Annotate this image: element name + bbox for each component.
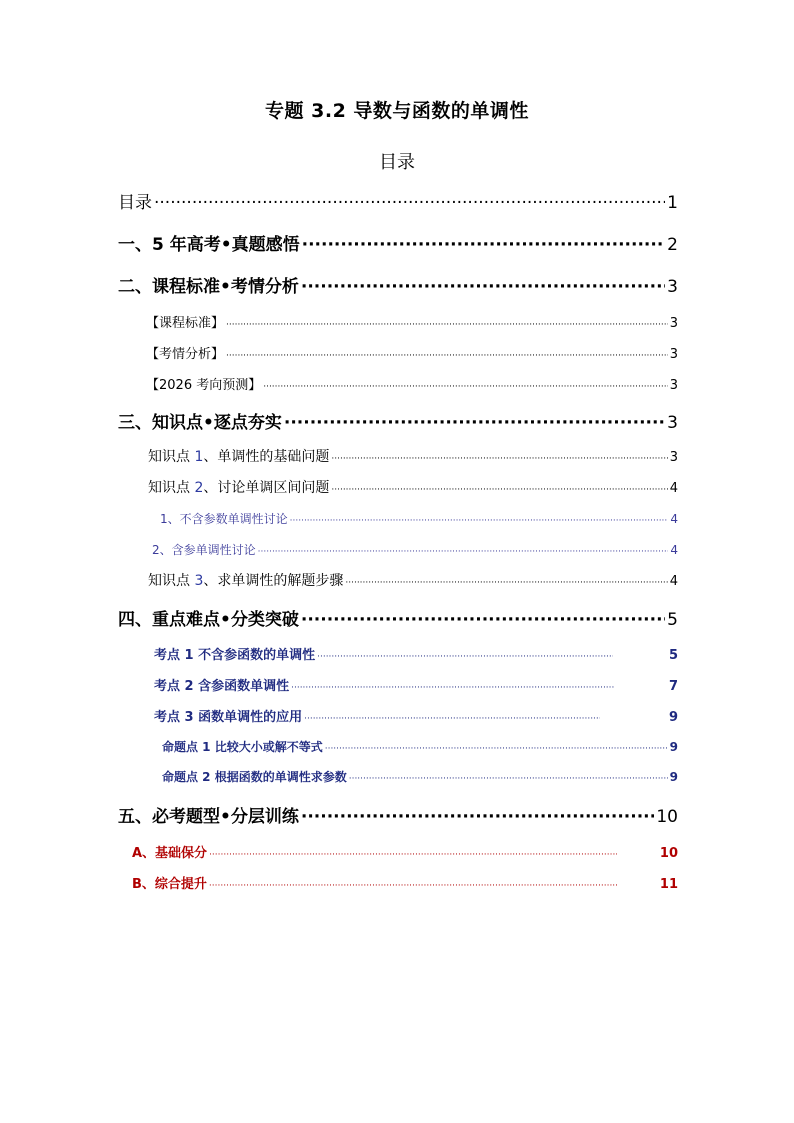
toc-entry-mulu[interactable]: [118, 188, 678, 213]
knowledge-number: 3: [194, 573, 204, 589]
toc-entry-label: 考点 2 含参函数单调性: [154, 679, 290, 694]
toc-heading: 目录: [379, 152, 415, 173]
toc-entry-knowledge-3[interactable]: [148, 570, 678, 590]
toc-page-number: 1: [667, 193, 678, 213]
dot-leader: [301, 807, 654, 827]
toc-entry-section-2[interactable]: [118, 272, 678, 297]
knowledge-prefix: 知识点: [148, 480, 195, 496]
toc-page-number: 10: [656, 807, 678, 827]
toc-entry-label: 考点 1 不含参函数的单调性: [154, 648, 316, 663]
toc-page-number: 3: [669, 450, 678, 465]
toc-entry-section-4[interactable]: [118, 605, 678, 630]
toc-entry-label: [148, 570, 343, 590]
dot-leader: [258, 543, 669, 557]
toc-page-number: 4: [670, 543, 678, 557]
toc-page-number: 5: [668, 648, 678, 663]
toc-entry-label: 1、不含参数单调性讨论: [160, 512, 288, 526]
toc-entry-label: 考点 3 函数单调性的应用: [154, 710, 303, 725]
toc-entry-knowledge-1[interactable]: [148, 446, 678, 466]
toc-entry-label: A、基础保分: [132, 846, 208, 861]
toc-page-number: 9: [669, 770, 678, 784]
knowledge-prefix: 知识点: [148, 449, 195, 465]
toc-entry-proposition-2[interactable]: [162, 768, 678, 785]
dot-leader: [302, 235, 666, 255]
toc-entry-label: 【考情分析】: [146, 347, 225, 362]
toc-entry-topic-2[interactable]: [154, 675, 678, 694]
toc-page-number: 3: [667, 277, 678, 297]
toc-entry-label: 三、知识点•逐点夯实: [118, 413, 282, 433]
knowledge-number: 1: [194, 449, 204, 465]
knowledge-title: 、求单调性的解题步骤: [203, 573, 344, 589]
dot-leader: [317, 648, 613, 663]
toc-page-number: 10: [659, 846, 678, 861]
knowledge-prefix: 知识点: [148, 573, 195, 589]
toc-page-number: 9: [669, 740, 678, 754]
toc-page-number: 2: [667, 235, 678, 255]
toc-page-number: 4: [669, 481, 678, 496]
toc-page-number: 5: [667, 610, 678, 630]
toc-entry-2026-forecast[interactable]: [146, 374, 678, 393]
toc-page-number: 7: [668, 679, 678, 694]
dot-leader: [301, 610, 665, 630]
toc-entry-knowledge-2-1[interactable]: [160, 510, 678, 527]
toc-page-number: 3: [667, 413, 678, 433]
toc-entry-proposition-1[interactable]: [162, 738, 678, 755]
toc-entry-section-5[interactable]: [118, 802, 678, 827]
knowledge-number: 2: [194, 480, 204, 496]
toc-entry-advanced[interactable]: [132, 873, 678, 892]
toc-entry-label: 【2026 考向预测】: [146, 378, 262, 393]
toc-entry-section-1[interactable]: [118, 230, 678, 255]
toc-page-number: 3: [669, 378, 678, 393]
toc-entry-label: 目录: [118, 193, 152, 213]
knowledge-title: 、单调性的基础问题: [203, 449, 330, 465]
dot-leader: [304, 710, 600, 725]
toc-entry-exam-analysis[interactable]: [146, 343, 678, 362]
dot-leader: [284, 413, 665, 433]
toc-entry-knowledge-2[interactable]: [148, 477, 678, 497]
dot-leader: [325, 740, 668, 754]
toc-entry-label: [148, 477, 329, 497]
page-title: 专题 3.2 导数与函数的单调性: [265, 100, 529, 122]
toc-entry-section-3[interactable]: [118, 408, 678, 433]
dot-leader: [209, 846, 617, 861]
toc-entry-label: 四、重点难点•分类突破: [118, 610, 299, 630]
dot-leader: [331, 449, 667, 465]
toc-entry-label: 二、课程标准•考情分析: [118, 277, 299, 297]
dot-leader: [263, 378, 668, 393]
dot-leader: [290, 512, 669, 526]
toc-page-number: 3: [669, 316, 678, 331]
dot-leader: [301, 277, 665, 297]
dot-leader: [154, 193, 665, 213]
toc-entry-label: 2、含参单调性讨论: [152, 543, 256, 557]
toc-entry-knowledge-2-2[interactable]: [152, 541, 678, 558]
toc-entry-label: B、综合提升: [132, 877, 207, 892]
toc-entry-label: [148, 446, 329, 466]
toc-page-number: 4: [670, 512, 678, 526]
dot-leader: [349, 770, 668, 784]
dot-leader: [291, 679, 615, 694]
toc-entry-curriculum[interactable]: [146, 312, 678, 331]
knowledge-title: 、讨论单调区间问题: [203, 480, 330, 496]
toc-page-number: 4: [669, 574, 678, 589]
toc-page-number: 9: [668, 710, 678, 725]
toc-entry-basic[interactable]: [132, 842, 678, 861]
toc-entry-label: 一、5 年高考•真题感悟: [118, 235, 300, 255]
dot-leader: [226, 347, 668, 362]
toc-page-number: 11: [659, 877, 678, 892]
toc-entry-label: 五、必考题型•分层训练: [118, 807, 299, 827]
dot-leader: [345, 573, 667, 589]
dot-leader: [226, 316, 668, 331]
toc-entry-label: 命题点 2 根据函数的单调性求参数: [162, 770, 347, 784]
toc-entry-label: 【课程标准】: [146, 316, 225, 331]
toc-entry-topic-3[interactable]: [154, 706, 678, 725]
toc-entry-topic-1[interactable]: [154, 644, 678, 663]
dot-leader: [331, 480, 667, 496]
toc-page-number: 3: [669, 347, 678, 362]
dot-leader: [209, 877, 617, 892]
toc-entry-label: 命题点 1 比较大小或解不等式: [162, 740, 323, 754]
